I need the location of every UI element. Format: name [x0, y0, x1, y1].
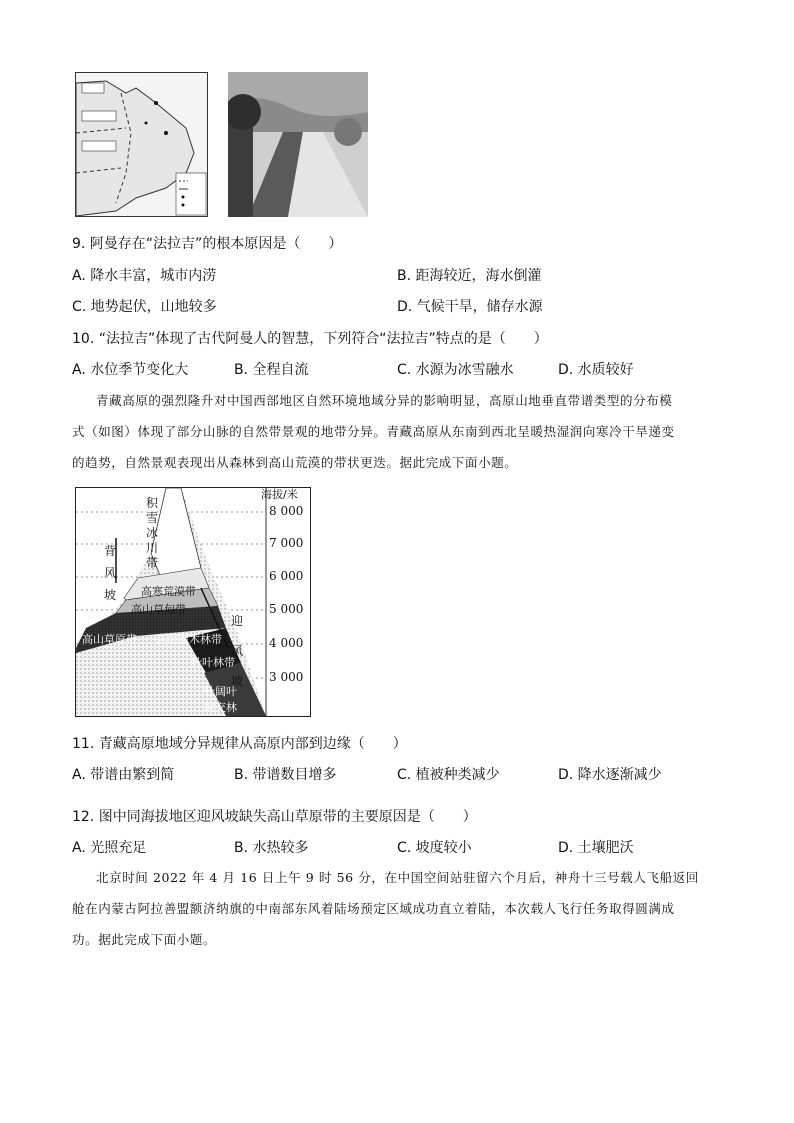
altitude-3000: 3 000 — [269, 670, 304, 684]
question-10-stem: 10. “法拉吉”体现了古代阿曼人的智慧，下列符合“法拉吉”特点的是（ ） — [72, 331, 548, 347]
altitude-axis-title: 海拔/米 — [261, 488, 298, 501]
windward-slope-label: 迎风坡 — [231, 614, 244, 688]
oman-map-figure — [75, 72, 208, 217]
q9-option-d: D. 气候干旱，储存水源 — [397, 299, 543, 315]
q11-option-b: B. 带谱数目增多 — [234, 767, 337, 783]
vertical-zonation-figure — [75, 487, 311, 730]
altitude-6000: 6 000 — [269, 569, 304, 583]
q11-option-a: A. 带谱由繁到简 — [72, 767, 175, 783]
q11-option-d: D. 降水逐渐减少 — [558, 767, 662, 783]
question-11-stem: 11. 青藏高原地域分异规律从高原内部到边缘（ ） — [72, 736, 407, 752]
question-9-stem: 9. 阿曼存在“法拉吉”的根本原因是（ ） — [72, 236, 343, 252]
passage-shenzhou13 — [72, 862, 722, 955]
q10-option-a: A. 水位季节变化大 — [72, 362, 189, 378]
passage-qinghai-tibet — [72, 385, 722, 478]
q11-option-c: C. 植被种类减少 — [397, 767, 500, 783]
passage2-line1: 北京时间 2022 年 4 月 16 日上午 9 时 56 分，在中国空间站驻留六个月后，神舟十三号载人飞船返回 — [96, 870, 699, 885]
q12-option-a: A. 光照充足 — [72, 840, 147, 856]
q12-option-c: C. 坡度较小 — [397, 840, 472, 856]
zone-desert-label: 高寒荒漠带 — [141, 585, 196, 598]
zone-steppe-label: 高山草原带 — [82, 633, 137, 646]
q9-option-c: C. 地势起伏，山地较多 — [72, 299, 217, 315]
altitude-5000: 5 000 — [269, 602, 304, 616]
falaj-photo — [228, 72, 368, 217]
altitude-4000: 4 000 — [269, 636, 304, 650]
zone-meadow-label: 高山草甸带 — [131, 603, 186, 616]
altitude-7000: 7 000 — [269, 536, 304, 550]
passage2-line2: 舱在内蒙古阿拉善盟额济纳旗的中南部东风着陆场预定区域成功直立着陆，本次载人飞行任务取得圆满成 — [72, 901, 675, 916]
passage1-line1: 青藏高原的强烈隆升对中国西部地区自然环境地域分异的影响明显，高原山地垂直带谱类型的分布模 — [96, 393, 673, 408]
q9-option-a: A. 降水丰富，城市内涝 — [72, 268, 217, 284]
passage1-line3: 的趋势，自然景观表现出从森林到高山荒漠的带状更迭。据此完成下面小题。 — [72, 455, 518, 470]
q9-option-b: B. 距海较近，海水倒灌 — [397, 268, 542, 284]
q10-option-c: C. 水源为冰雪融水 — [397, 362, 514, 378]
q12-option-d: D. 土壤肥沃 — [558, 840, 634, 856]
zone-conifer-label: 针叶林带 — [191, 656, 235, 669]
altitude-8000: 8 000 — [269, 504, 304, 518]
passage2-line3: 功。据此完成下面小题。 — [72, 932, 217, 947]
q10-option-b: B. 全程自流 — [234, 362, 309, 378]
passage1-line2: 式（如图）体现了部分山脉的自然带景观的地带分异。青藏高原从东南到西北呈暖热湿润向寒冷干旱递变 — [72, 424, 675, 439]
leeward-slope-label: 背风坡 — [104, 544, 117, 602]
q12-option-b: B. 水热较多 — [234, 840, 309, 856]
q10-option-d: D. 水质较好 — [558, 362, 634, 378]
zone-mixed-label: 针阔叶混交林带 — [204, 685, 237, 730]
zone-shrub-label: 高山灌木林带 — [156, 633, 222, 646]
zone-snow-label: 积雪冰川带 — [146, 496, 159, 570]
question-12-stem: 12. 图中同海拔地区迎风坡缺失高山草原带的主要原因是（ ） — [72, 809, 477, 825]
